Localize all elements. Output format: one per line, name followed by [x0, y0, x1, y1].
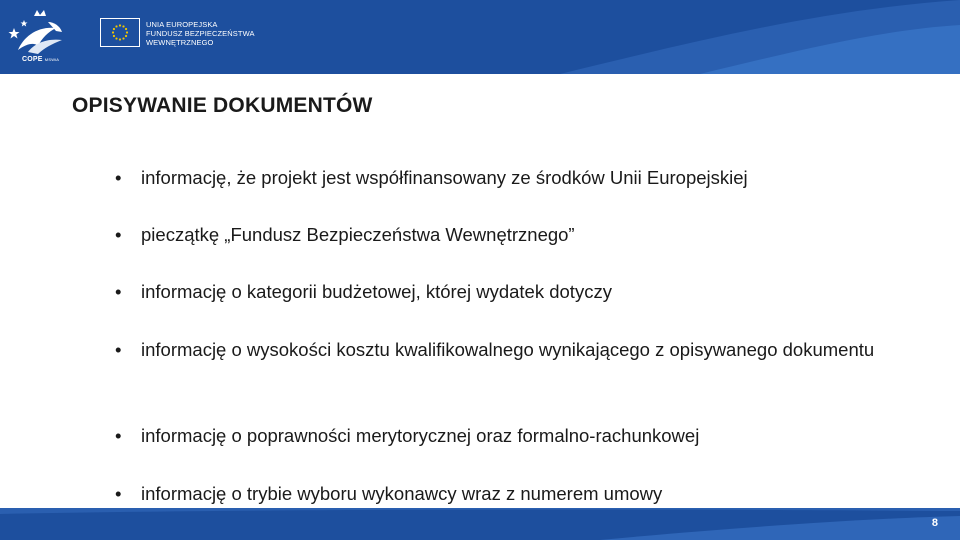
bullet-icon: •: [115, 425, 122, 446]
cope-logo-text: COPE MSWiA: [22, 56, 60, 63]
eu-star-icon: [125, 28, 127, 30]
list-item: • pieczątkę „Fundusz Bezpieczeństwa Wewnętrznego”: [115, 224, 575, 245]
eu-fund-label: [146, 20, 255, 47]
eu-flag-icon: [104, 21, 136, 44]
bullet-icon: •: [115, 224, 122, 245]
eu-line-1: UNIA EUROPEJSKA: [146, 20, 218, 29]
footer-wave-decoration: [0, 508, 960, 540]
bullet-icon: •: [115, 167, 122, 188]
eu-star-icon: [115, 25, 117, 27]
slide-title: OPISYWANIE DOKUMENTÓW: [72, 94, 373, 117]
eu-star-icon: [113, 28, 115, 30]
header-wave-decoration: [0, 0, 960, 74]
eu-star-icon: [125, 35, 127, 37]
list-item: • informację o trybie wyboru wykonawcy wraz z numerem umowy: [115, 483, 663, 504]
list-item: • informację o poprawności merytorycznej oraz formalno-rachunkowej: [115, 425, 700, 446]
bullet-icon: •: [115, 339, 122, 360]
eu-flag-frame: [100, 18, 140, 47]
eu-star-icon: [122, 37, 124, 39]
list-item: • informację o kategorii budżetowej, której wydatek dotyczy: [115, 281, 612, 302]
eu-star-icon: [119, 24, 121, 26]
eu-line-2: FUNDUSZ BEZPIECZEŃSTWA: [146, 29, 255, 38]
list-item: • informację, że projekt jest współfinansowany ze środków Unii Europejskiej: [115, 167, 748, 188]
page-number: 8: [931, 517, 938, 529]
eu-star-icon: [119, 38, 121, 40]
footer-bar: [0, 508, 960, 540]
bullet-icon: •: [115, 483, 122, 504]
list-item: • informację o wysokości kosztu kwalifikowalnego wynikającego z opisywanego dokumentu: [115, 339, 875, 360]
eu-line-3: WEWNĘTRZNEGO: [146, 38, 214, 47]
eu-star-icon: [115, 37, 117, 39]
eu-star-icon: [122, 25, 124, 27]
header-bar: [0, 0, 960, 74]
eu-star-icon: [112, 31, 114, 33]
eu-star-icon: [113, 35, 115, 37]
eu-star-icon: [126, 31, 128, 33]
bullet-icon: •: [115, 281, 122, 302]
